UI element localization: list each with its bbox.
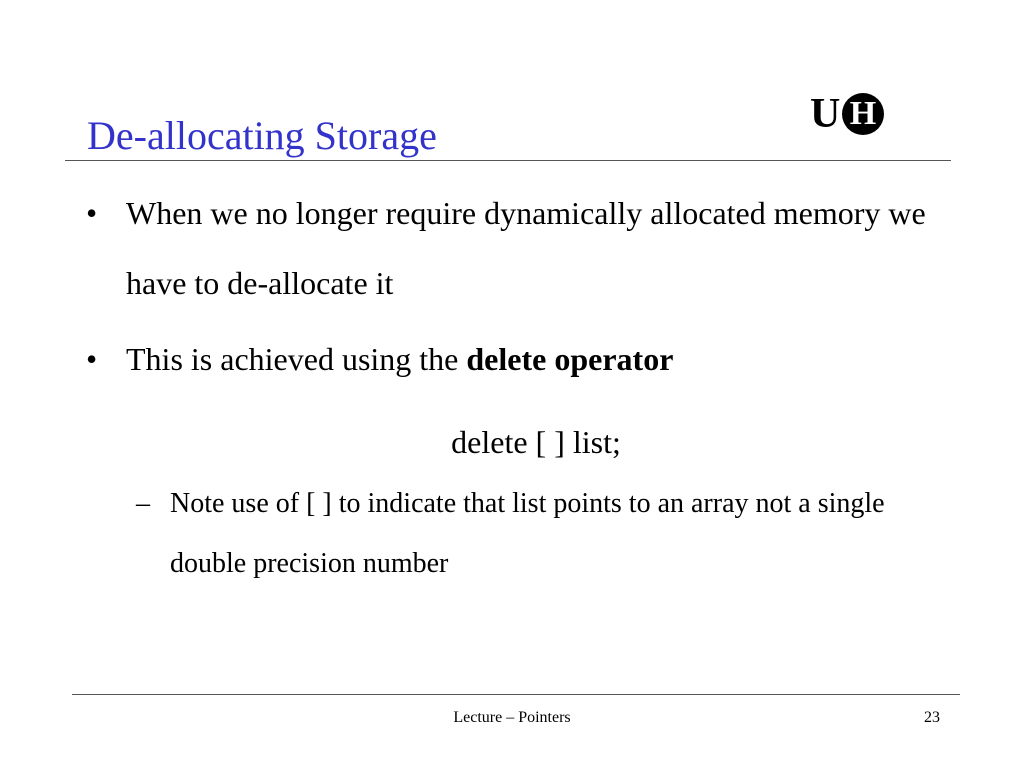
bullet-marker: •: [86, 195, 98, 231]
bullet-item: [86, 324, 966, 394]
slide-body: [86, 178, 966, 594]
slide-title: De-allocating Storage: [87, 113, 437, 158]
page-number: 23: [924, 709, 940, 726]
university-logo: [810, 92, 894, 136]
sub-bullet-item: [136, 474, 930, 594]
logo-letter-u: U: [810, 91, 841, 137]
code-example: delete [ ] list;: [451, 424, 621, 460]
logo-letter-h-circle: H: [842, 93, 884, 135]
footer-divider: [72, 694, 960, 695]
sub-bullet-marker: –: [136, 488, 150, 519]
bullet-item: [86, 178, 966, 318]
bullet-text: This is achieved using the: [126, 341, 467, 377]
footer-label: Lecture – Pointers: [453, 709, 571, 726]
bullet-text: When we no longer require dynamically allocated memory we have to de-allocate it: [126, 195, 926, 301]
title-divider: [65, 160, 951, 161]
bullet-text-bold: delete operator: [466, 341, 674, 377]
bullet-marker: •: [86, 341, 98, 377]
sub-bullet-text: Note use of [ ] to indicate that list points to an array not a single double precision number: [170, 488, 885, 579]
